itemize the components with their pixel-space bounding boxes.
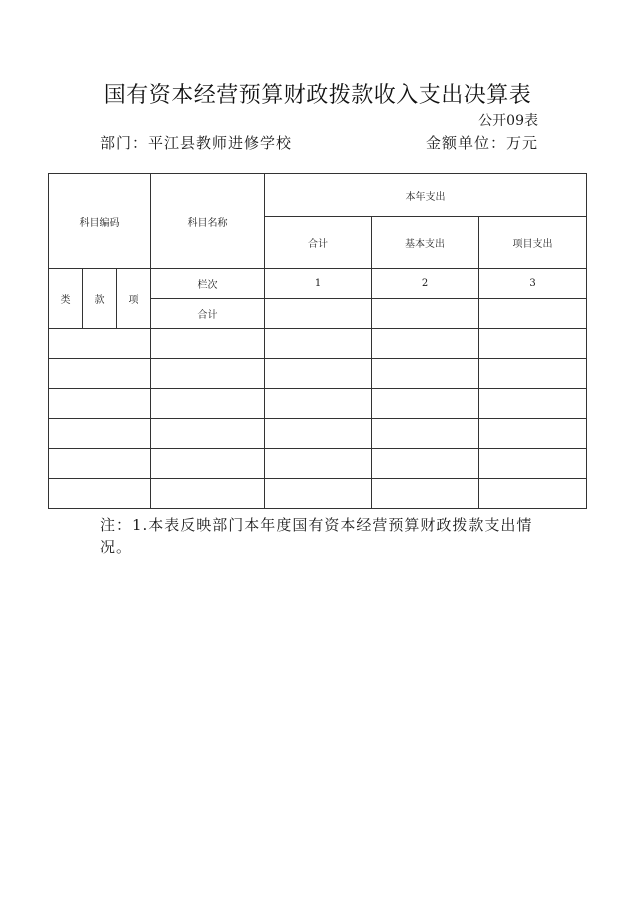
header-section: 款	[83, 269, 117, 329]
department-label: 部门：平江县教师进修学校	[100, 134, 293, 152]
table-cell	[265, 419, 372, 449]
budget-table	[48, 173, 587, 509]
table-cell	[372, 419, 479, 449]
row-label-column-no: 栏次	[151, 269, 265, 299]
table-row	[49, 359, 587, 389]
table-row	[49, 449, 587, 479]
total-cell-1	[265, 299, 372, 329]
column-number-2: 2	[372, 269, 479, 299]
column-number-1: 1	[265, 269, 372, 299]
table-cell	[479, 479, 587, 509]
table-cell	[49, 419, 151, 449]
table-cell	[265, 479, 372, 509]
total-cell-3	[479, 299, 587, 329]
table-cell	[479, 329, 587, 359]
table-cell	[151, 479, 265, 509]
form-code: 公开09表	[478, 113, 538, 129]
table-cell	[49, 449, 151, 479]
table-cell	[372, 359, 479, 389]
column-number-3: 3	[479, 269, 587, 299]
table-cell	[151, 329, 265, 359]
footnote: 注：1.本表反映部门本年度国有资本经营预算财政拨款支出情况。	[100, 516, 533, 556]
amount-unit-label: 金额单位：万元	[425, 134, 538, 152]
header-project-expense: 项目支出	[479, 217, 587, 269]
table-cell	[372, 479, 479, 509]
table-cell	[479, 449, 587, 479]
table-cell	[479, 359, 587, 389]
table-cell	[49, 359, 151, 389]
header-subject-name: 科目名称	[151, 174, 265, 269]
table-row	[49, 419, 587, 449]
table-cell	[151, 449, 265, 479]
row-label-total: 合计	[151, 299, 265, 329]
table-cell	[265, 359, 372, 389]
table-row	[49, 329, 587, 359]
column-number-row	[49, 269, 587, 299]
header-total: 合计	[265, 217, 372, 269]
table-cell	[372, 449, 479, 479]
table-cell	[49, 389, 151, 419]
header-item: 项	[117, 269, 151, 329]
table-cell	[479, 389, 587, 419]
table-row	[49, 479, 587, 509]
header-class: 类	[49, 269, 83, 329]
total-cell-2	[372, 299, 479, 329]
table-cell	[151, 419, 265, 449]
header-basic-expense: 基本支出	[372, 217, 479, 269]
header-subject-code: 科目编码	[49, 174, 151, 269]
header-current-year-expense: 本年支出	[265, 174, 587, 217]
table-cell	[265, 449, 372, 479]
table-cell	[151, 359, 265, 389]
table-cell	[49, 329, 151, 359]
table-cell	[372, 389, 479, 419]
table-cell	[49, 479, 151, 509]
table-cell	[265, 329, 372, 359]
table-cell	[265, 389, 372, 419]
table-row	[49, 389, 587, 419]
page-title: 国有资本经营预算财政拨款收入支出决算表	[103, 83, 532, 108]
table-cell	[479, 419, 587, 449]
table-cell	[372, 329, 479, 359]
header-row-1	[49, 174, 587, 217]
table-cell	[151, 389, 265, 419]
